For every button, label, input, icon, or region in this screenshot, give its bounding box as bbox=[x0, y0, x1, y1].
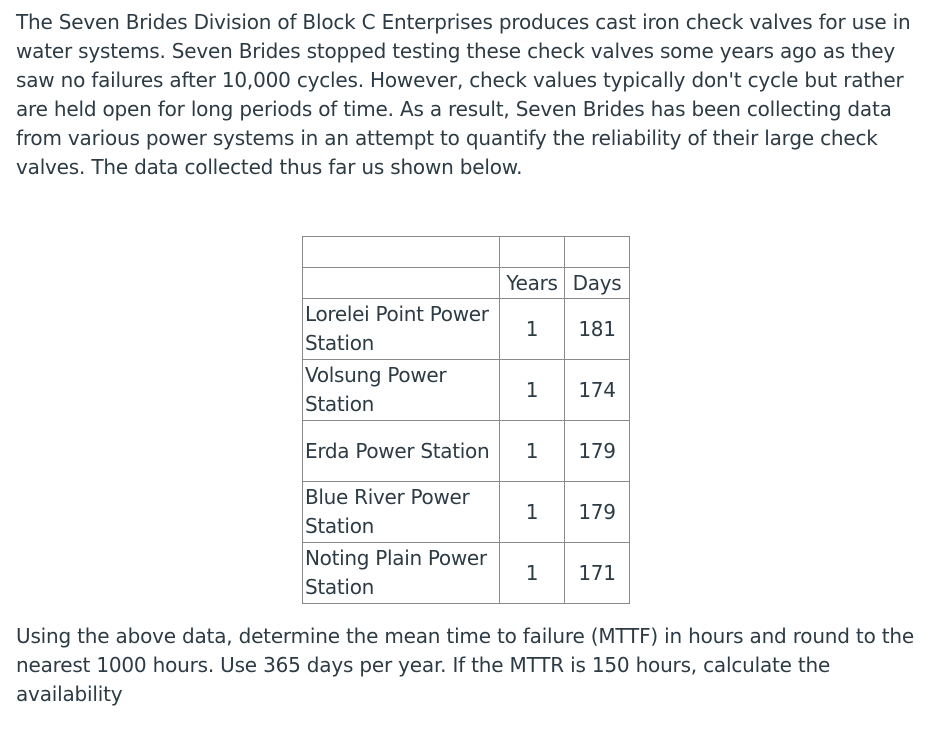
days-cell: 179 bbox=[565, 482, 630, 543]
empty-cell bbox=[565, 237, 630, 268]
years-cell: 1 bbox=[500, 482, 565, 543]
days-cell: 179 bbox=[565, 421, 630, 482]
question-paragraph: Using the above data, determine the mean time to failure (MTTF) in hours and round to the nearest 1000 hours. Use 365 days per year. If the MTTR is 150 hours, calculate the availability bbox=[16, 624, 914, 706]
years-cell: 1 bbox=[500, 360, 565, 421]
table-empty-row bbox=[303, 237, 630, 268]
table-row bbox=[303, 543, 630, 604]
table-header-row bbox=[303, 268, 630, 299]
header-days-cell: Days bbox=[565, 268, 630, 299]
header-name-cell bbox=[303, 268, 500, 299]
days-cell: 174 bbox=[565, 360, 630, 421]
valve-data-table bbox=[302, 236, 630, 604]
days-cell: 171 bbox=[565, 543, 630, 604]
days-cell: 181 bbox=[565, 299, 630, 360]
table-row bbox=[303, 299, 630, 360]
years-cell: 1 bbox=[500, 421, 565, 482]
years-cell: 1 bbox=[500, 299, 565, 360]
header-years-cell: Years bbox=[500, 268, 565, 299]
empty-cell bbox=[303, 237, 500, 268]
station-name-cell: Noting Plain Power Station bbox=[303, 543, 500, 604]
table-row bbox=[303, 360, 630, 421]
station-name-cell: Lorelei Point Power Station bbox=[303, 299, 500, 360]
station-name-cell: Erda Power Station bbox=[303, 421, 500, 482]
station-name-cell: Volsung Power Station bbox=[303, 360, 500, 421]
empty-cell bbox=[500, 237, 565, 268]
table-row bbox=[303, 421, 630, 482]
station-name-cell: Blue River Power Station bbox=[303, 482, 500, 543]
intro-paragraph: The Seven Brides Division of Block C Enterprises produces cast iron check valves for use in water systems. Seven Brides stopped testing these check valves some years ago as they saw no failures after 10,000 cycles. However, check values typically don't cycle but rather are held open for long periods of time. As a result, Seven Brides has been collecting data from various power systems in an attempt to quantify the reliability of their large check valves. The data collected thus far us shown below. bbox=[16, 10, 911, 179]
years-cell: 1 bbox=[500, 543, 565, 604]
table-row bbox=[303, 482, 630, 543]
